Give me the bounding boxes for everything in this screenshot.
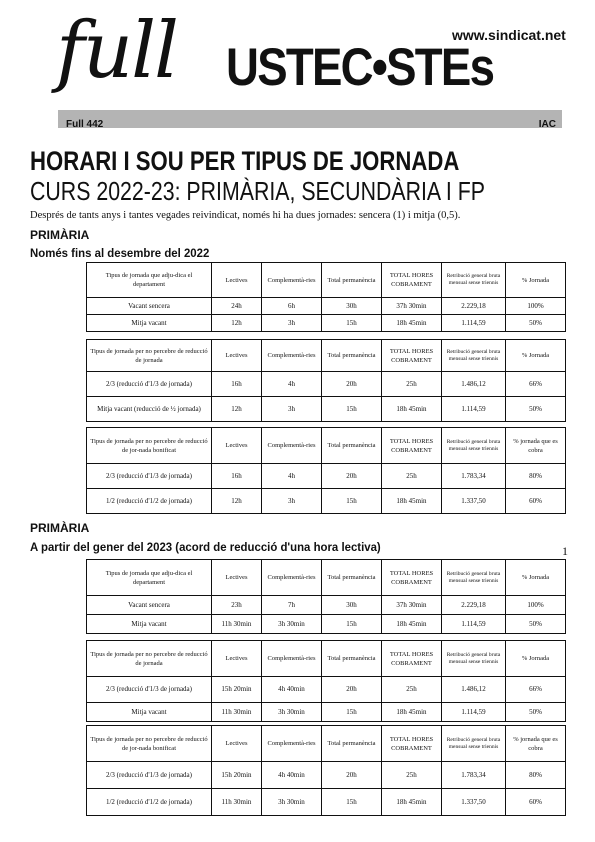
header-cell: Lectives	[212, 726, 262, 762]
table-cell: 24h	[212, 298, 262, 315]
schedule-table	[86, 262, 566, 332]
table-cell: 60%	[506, 489, 566, 514]
header-cell: Lectives	[212, 641, 262, 677]
table-cell: 1/2 (reducció d'1/2 de jornada)	[87, 489, 212, 514]
table-cell: 2/3 (reducció d'1/3 de jornada)	[87, 372, 212, 397]
table-cell: 15h	[322, 315, 382, 332]
issue-bar	[58, 110, 562, 128]
table-cell: 1.486,12	[442, 677, 506, 703]
table-cell: 20h	[322, 372, 382, 397]
table-cell: 15h	[322, 489, 382, 514]
table-cell: 23h	[212, 596, 262, 615]
table-cell: 15h 20min	[212, 677, 262, 703]
table-row	[87, 315, 566, 332]
table-header-row	[87, 340, 566, 372]
table-row	[87, 677, 566, 703]
table-cell: 18h 45min	[382, 489, 442, 514]
table-cell: 15h	[322, 789, 382, 816]
header-cell: Total permanència	[322, 263, 382, 298]
table-cell: 80%	[506, 762, 566, 789]
header-cell: % Jornada	[506, 263, 566, 298]
header-cell: Retribució general bruta mensual sense triennis	[442, 263, 506, 298]
header-cell: TOTAL HORES COBRAMENT	[382, 726, 442, 762]
table-header-row	[87, 560, 566, 596]
header-cell: Total permanència	[322, 641, 382, 677]
table-row	[87, 489, 566, 514]
table-cell: 1.337,50	[442, 489, 506, 514]
table-cell: 2.229,18	[442, 596, 506, 615]
header-cell: Complementà-ries	[262, 428, 322, 464]
schedule-table	[86, 559, 566, 634]
table-cell: 66%	[506, 372, 566, 397]
table-cell: 50%	[506, 315, 566, 332]
header-cell: TOTAL HORES COBRAMENT	[382, 641, 442, 677]
intro-text: Després de tants anys i tantes vegades reivindicat, només hi ha dues jornades: sencera (1) i mitja (0,5).	[30, 210, 461, 221]
table-cell: 4h 40min	[262, 677, 322, 703]
table-cell: 1.337,50	[442, 789, 506, 816]
table-cell: 20h	[322, 762, 382, 789]
table-cell: 12h	[212, 489, 262, 514]
table-cell: 1.114,59	[442, 397, 506, 422]
header-cell: Tipus de jornada per no percebre de reducció de jor-nada bonificat	[87, 428, 212, 464]
table-cell: 1.114,59	[442, 703, 506, 722]
header-cell: Lectives	[212, 560, 262, 596]
table-cell: 20h	[322, 677, 382, 703]
header-cell: Retribució general bruta mensual sense triennis	[442, 340, 506, 372]
table-cell: 30h	[322, 596, 382, 615]
table-cell: 30h	[322, 298, 382, 315]
header-cell: Complementà-ries	[262, 560, 322, 596]
header-cell: Total permanència	[322, 428, 382, 464]
table-cell: 3h	[262, 397, 322, 422]
logo-ustec-stes: USTEC•STEs	[226, 38, 494, 97]
header-cell: Retribució general bruta mensual sense triennis	[442, 428, 506, 464]
table-cell: 2/3 (reducció d'1/3 de jornada)	[87, 464, 212, 489]
table-cell: Mitja vacant	[87, 703, 212, 722]
table-cell: 4h	[262, 372, 322, 397]
table-row	[87, 464, 566, 489]
header-cell: Tipus de jornada per no percebre de reducció de jornada	[87, 340, 212, 372]
table-cell: 60%	[506, 789, 566, 816]
logo-full: full	[56, 6, 177, 96]
table-cell: 11h 30min	[212, 703, 262, 722]
table-cell: 50%	[506, 703, 566, 722]
header-cell: Tipus de jornada per no percebre de reducció de jornada	[87, 641, 212, 677]
table-cell: 3h 30min	[262, 615, 322, 634]
table-cell: 25h	[382, 762, 442, 789]
table-cell: Mitja vacant (reducció de ½ jornada)	[87, 397, 212, 422]
schedule-table	[86, 640, 566, 722]
table-cell: 15h	[322, 615, 382, 634]
table-cell: 12h	[212, 315, 262, 332]
issue-section: IAC	[538, 119, 556, 130]
table-cell: 18h 45min	[382, 615, 442, 634]
header-cell: Lectives	[212, 263, 262, 298]
header-cell: % Jornada	[506, 340, 566, 372]
header-cell: Complementà-ries	[262, 340, 322, 372]
header-cell: Complementà-ries	[262, 263, 322, 298]
header-cell: Tipus de jornada que adju-dica el departament	[87, 263, 212, 298]
table-cell: 100%	[506, 298, 566, 315]
section-heading: PRIMÀRIA	[30, 521, 90, 535]
header-cell: TOTAL HORES COBRAMENT	[382, 560, 442, 596]
header-cell: Lectives	[212, 428, 262, 464]
header-cell: Retribució general bruta mensual sense triennis	[442, 726, 506, 762]
website-url[interactable]: www.sindicat.net	[452, 27, 566, 43]
table-cell: 1.114,59	[442, 315, 506, 332]
table-cell: 80%	[506, 464, 566, 489]
table-cell: 2.229,18	[442, 298, 506, 315]
table-cell: 100%	[506, 596, 566, 615]
header-cell: % Jornada	[506, 560, 566, 596]
table-cell: 12h	[212, 397, 262, 422]
table-cell: 15h	[322, 703, 382, 722]
table-cell: 3h	[262, 489, 322, 514]
section-subheading: Només fins al desembre del 2022	[30, 246, 210, 260]
table-cell: 66%	[506, 677, 566, 703]
table-cell: 18h 45min	[382, 397, 442, 422]
table-row	[87, 596, 566, 615]
table-header-row	[87, 726, 566, 762]
page-number: 1	[562, 544, 568, 558]
header-cell: Complementà-ries	[262, 726, 322, 762]
table-cell: 18h 45min	[382, 315, 442, 332]
table-row	[87, 703, 566, 722]
table-row	[87, 615, 566, 634]
table-cell: 1.783,34	[442, 762, 506, 789]
table-cell: 16h	[212, 464, 262, 489]
table-cell: 2/3 (reducció d'1/3 de jornada)	[87, 677, 212, 703]
table-row	[87, 762, 566, 789]
table-header-row	[87, 263, 566, 298]
table-cell: Vacant sencera	[87, 596, 212, 615]
table-cell: 4h 40min	[262, 762, 322, 789]
table-cell: 3h 30min	[262, 703, 322, 722]
header-cell: Total permanència	[322, 726, 382, 762]
page-title: HORARI I SOU PER TIPUS DE JORNADA	[30, 146, 460, 176]
table-row	[87, 789, 566, 816]
table-header-row	[87, 641, 566, 677]
table-cell: 11h 30min	[212, 615, 262, 634]
header-cell: TOTAL HORES COBRAMENT	[382, 428, 442, 464]
table-cell: 7h	[262, 596, 322, 615]
table-cell: 25h	[382, 677, 442, 703]
schedule-table	[86, 725, 566, 816]
table-cell: 37h 30min	[382, 596, 442, 615]
table-cell: 15h 20min	[212, 762, 262, 789]
table-cell: 16h	[212, 372, 262, 397]
header-cell: % jornada que es cobra	[506, 726, 566, 762]
table-header-row	[87, 428, 566, 464]
header-cell: Lectives	[212, 340, 262, 372]
table-cell: 1.114,59	[442, 615, 506, 634]
header-cell: Retribució general bruta mensual sense triennis	[442, 560, 506, 596]
table-cell: 2/3 (reducció d'1/3 de jornada)	[87, 762, 212, 789]
page-subtitle: CURS 2022-23: PRIMÀRIA, SECUNDÀRIA I FP	[30, 176, 485, 206]
table-cell: 18h 45min	[382, 703, 442, 722]
header-cell: Retribució general bruta mensual sense triennis	[442, 641, 506, 677]
header-cell: % Jornada	[506, 641, 566, 677]
table-cell: 6h	[262, 298, 322, 315]
table-cell: 1/2 (reducció d'1/2 de jornada)	[87, 789, 212, 816]
table-cell: Mitja vacant	[87, 615, 212, 634]
header-cell: Tipus de jornada per no percebre de reducció de jor-nada bonificat	[87, 726, 212, 762]
schedule-table	[86, 427, 566, 514]
table-cell: 11h 30min	[212, 789, 262, 816]
header-cell: Tipus de jornada que adju-dica el departament	[87, 560, 212, 596]
table-cell: 50%	[506, 397, 566, 422]
table-cell: 25h	[382, 372, 442, 397]
section-subheading: A partir del gener del 2023 (acord de reducció d'una hora lectiva)	[30, 540, 381, 554]
header-cell: Complementà-ries	[262, 641, 322, 677]
table-cell: Mitja vacant	[87, 315, 212, 332]
issue-number: Full 442	[66, 119, 104, 130]
table-cell: Vacant sencera	[87, 298, 212, 315]
section-heading: PRIMÀRIA	[30, 228, 90, 242]
table-cell: 18h 45min	[382, 789, 442, 816]
table-row	[87, 397, 566, 422]
header-cell: % jornada que es cobra	[506, 428, 566, 464]
table-cell: 20h	[322, 464, 382, 489]
table-cell: 25h	[382, 464, 442, 489]
header-cell: TOTAL HORES COBRAMENT	[382, 263, 442, 298]
table-cell: 1.783,34	[442, 464, 506, 489]
table-row	[87, 372, 566, 397]
header-cell: Total permanència	[322, 560, 382, 596]
table-cell: 3h	[262, 315, 322, 332]
header-cell: Total permanència	[322, 340, 382, 372]
schedule-table	[86, 339, 566, 422]
table-cell: 3h 30min	[262, 789, 322, 816]
table-cell: 37h 30min	[382, 298, 442, 315]
table-cell: 4h	[262, 464, 322, 489]
table-cell: 1.486,12	[442, 372, 506, 397]
header-cell: TOTAL HORES COBRAMENT	[382, 340, 442, 372]
table-cell: 15h	[322, 397, 382, 422]
table-row	[87, 298, 566, 315]
table-cell: 50%	[506, 615, 566, 634]
